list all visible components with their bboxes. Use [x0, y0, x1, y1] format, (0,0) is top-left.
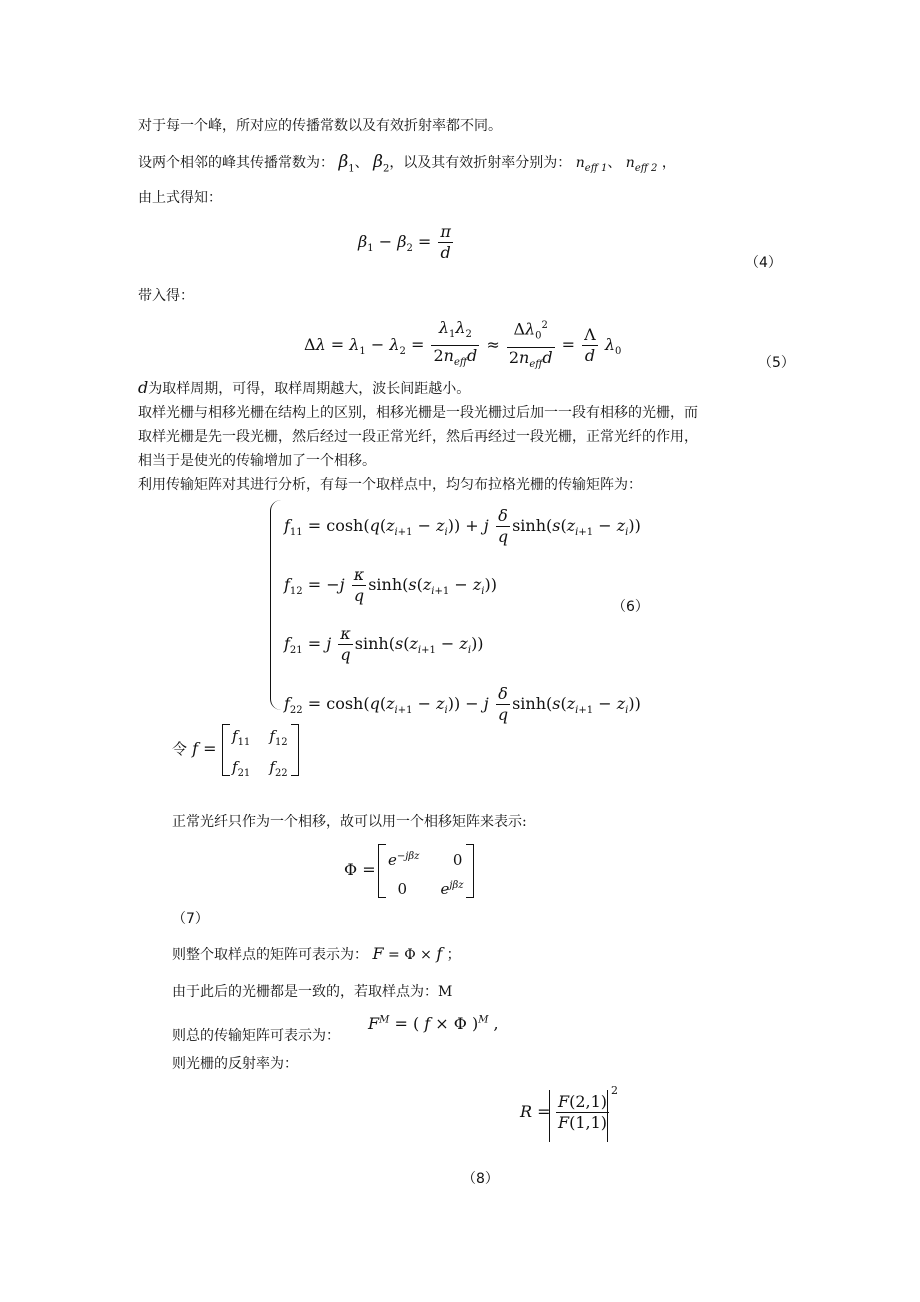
- let-label: 令: [172, 740, 188, 758]
- equation-6-f21: $f_{21} = j$ $\frac{\kappa}{q}$ $\sinh(s(z_{i+1} - z_i))$: [284, 624, 484, 665]
- paragraph-6-line-2: 取样光栅是先一段光栅，然后经过一段正常光纤，然后再经过一段光栅，正常光纤的作用，: [138, 429, 698, 445]
- matrix-phi-right-bracket: [466, 844, 474, 898]
- paragraph-6-line-1: 取样光栅与相移光栅在结构上的区别，相移光栅是一段光栅过后加一一段有相移的光栅，而: [138, 405, 698, 421]
- paragraph-2: 设两个相邻的峰其传播常数为： $\beta_1$、 $\beta_2$，以及其有效折射率分别为： $n_{eff 1}$、 $n_{eff 2}$ ，: [138, 152, 676, 175]
- matrix-phi-left-bracket: [378, 844, 386, 898]
- abs-bar-left: [549, 1090, 550, 1142]
- beta2-symbol: $\beta_2$: [373, 152, 390, 175]
- equation-6-f11: $f_{11} = \cosh(q(z_{i+1} - z_i)) + j$ $\frac{\delta}{q}$ $\sinh(s(z_{i+1} - z_i))$: [284, 506, 641, 546]
- beta1-symbol: $\beta_1$: [338, 152, 355, 175]
- let-f-definition: 令 f =: [172, 739, 217, 758]
- reflectance-equation: R =: [520, 1102, 551, 1121]
- paragraph-10: 由于此后的光栅都是一致的，若取样点为：M: [172, 984, 453, 1000]
- phi-definition: Φ =: [344, 860, 376, 879]
- d-symbol: d: [138, 378, 149, 397]
- equation-6-brace: [270, 500, 281, 710]
- equation-number-8: （8）: [462, 1171, 499, 1187]
- equation-number-6: （6）: [612, 599, 649, 615]
- equation-5: $\Delta\lambda = \lambda_1 - \lambda_2$ = $\frac{\lambda_1\lambda_2}{2n_{eff}d}$ ≈ $\frac{\Delta\lambda_0^2}{2n_{eff}d}$ = $\frac{\Lambda}{d}$ $\lambda_0$: [304, 316, 621, 375]
- paragraph-8: 正常光纤只作为一个相移，故可以用一个相移矩阵来表示:: [172, 814, 527, 830]
- neff2-symbol: $n_{eff 2}$: [625, 155, 658, 174]
- paragraph-1: 对于每一个峰，所对应的传播常数以及有效折射率都不同。: [138, 118, 502, 134]
- paragraph-9-text: 则整个取样点的矩阵可表示为：: [172, 947, 368, 963]
- paragraph-9: 则整个取样点的矩阵可表示为： F = Φ × f ；: [172, 944, 461, 963]
- paragraph-2-text-a: 设两个相邻的峰其传播常数为：: [138, 155, 334, 171]
- paragraph-4: 带入得：: [138, 288, 194, 304]
- matrix-phi: $e^{-j\beta z}$ 0 0 $e^{j\beta z}$: [388, 851, 464, 898]
- abs-bar-right: [607, 1090, 608, 1142]
- equation-6-f12: $f_{12} = -j$ $\frac{\kappa}{q}$ $\sinh(s(z_{i+1} - z_i))$: [284, 565, 497, 606]
- reflectance-fraction: $\frac{F(2,1)}{F(1,1)}$: [558, 1092, 608, 1132]
- equation-number-4: （4）: [745, 255, 782, 271]
- equation-number-7: （7）: [172, 911, 209, 927]
- paragraph-3: 由上式得知：: [138, 190, 222, 206]
- matrix-f-right-bracket: [291, 724, 299, 776]
- matrix-f-left-bracket: [222, 724, 230, 776]
- paragraph-6-line-3: 相当于是使光的传输增加了一个相移。: [138, 453, 376, 469]
- paragraph-12: 则光栅的反射率为：: [172, 1056, 298, 1072]
- paragraph-5: [138, 378, 470, 399]
- equation-number-5: （5）: [758, 355, 795, 371]
- equation-6-f22: $f_{22} = \cosh(q(z_{i+1} - z_i)) - j$ $\frac{\delta}{q}$ $\sinh(s(z_{i+1} - z_i))$: [284, 683, 641, 724]
- paragraph-7: 利用传输矩阵对其进行分析，有每一个取样点中，均匀布拉格光栅的传输矩阵为：: [138, 477, 642, 493]
- paragraph-5-text: 为取样周期，可得，取样周期越大，波长间距越小。: [148, 381, 471, 397]
- neff1-symbol: $n_{eff 1}$: [575, 155, 608, 174]
- equation-total-matrix: $F^M$ = ( f × Φ )$^M$ ,: [368, 1014, 499, 1033]
- equation-4: $\beta_1 - \beta_2$ = $\frac{\pi}{d}$: [358, 222, 451, 262]
- reflectance-exponent: 2: [611, 1084, 618, 1097]
- F-equals-phi-f: F: [372, 944, 384, 963]
- paragraph-2-text-b: ，以及其有效折射率分别为：: [389, 155, 572, 171]
- paragraph-11: 则总的传输矩阵可表示为：: [172, 1028, 340, 1044]
- equation-6: [284, 500, 641, 737]
- matrix-f: $f_{11}$ $f_{12}$ $f_{21}$ $f_{22}$: [232, 727, 288, 779]
